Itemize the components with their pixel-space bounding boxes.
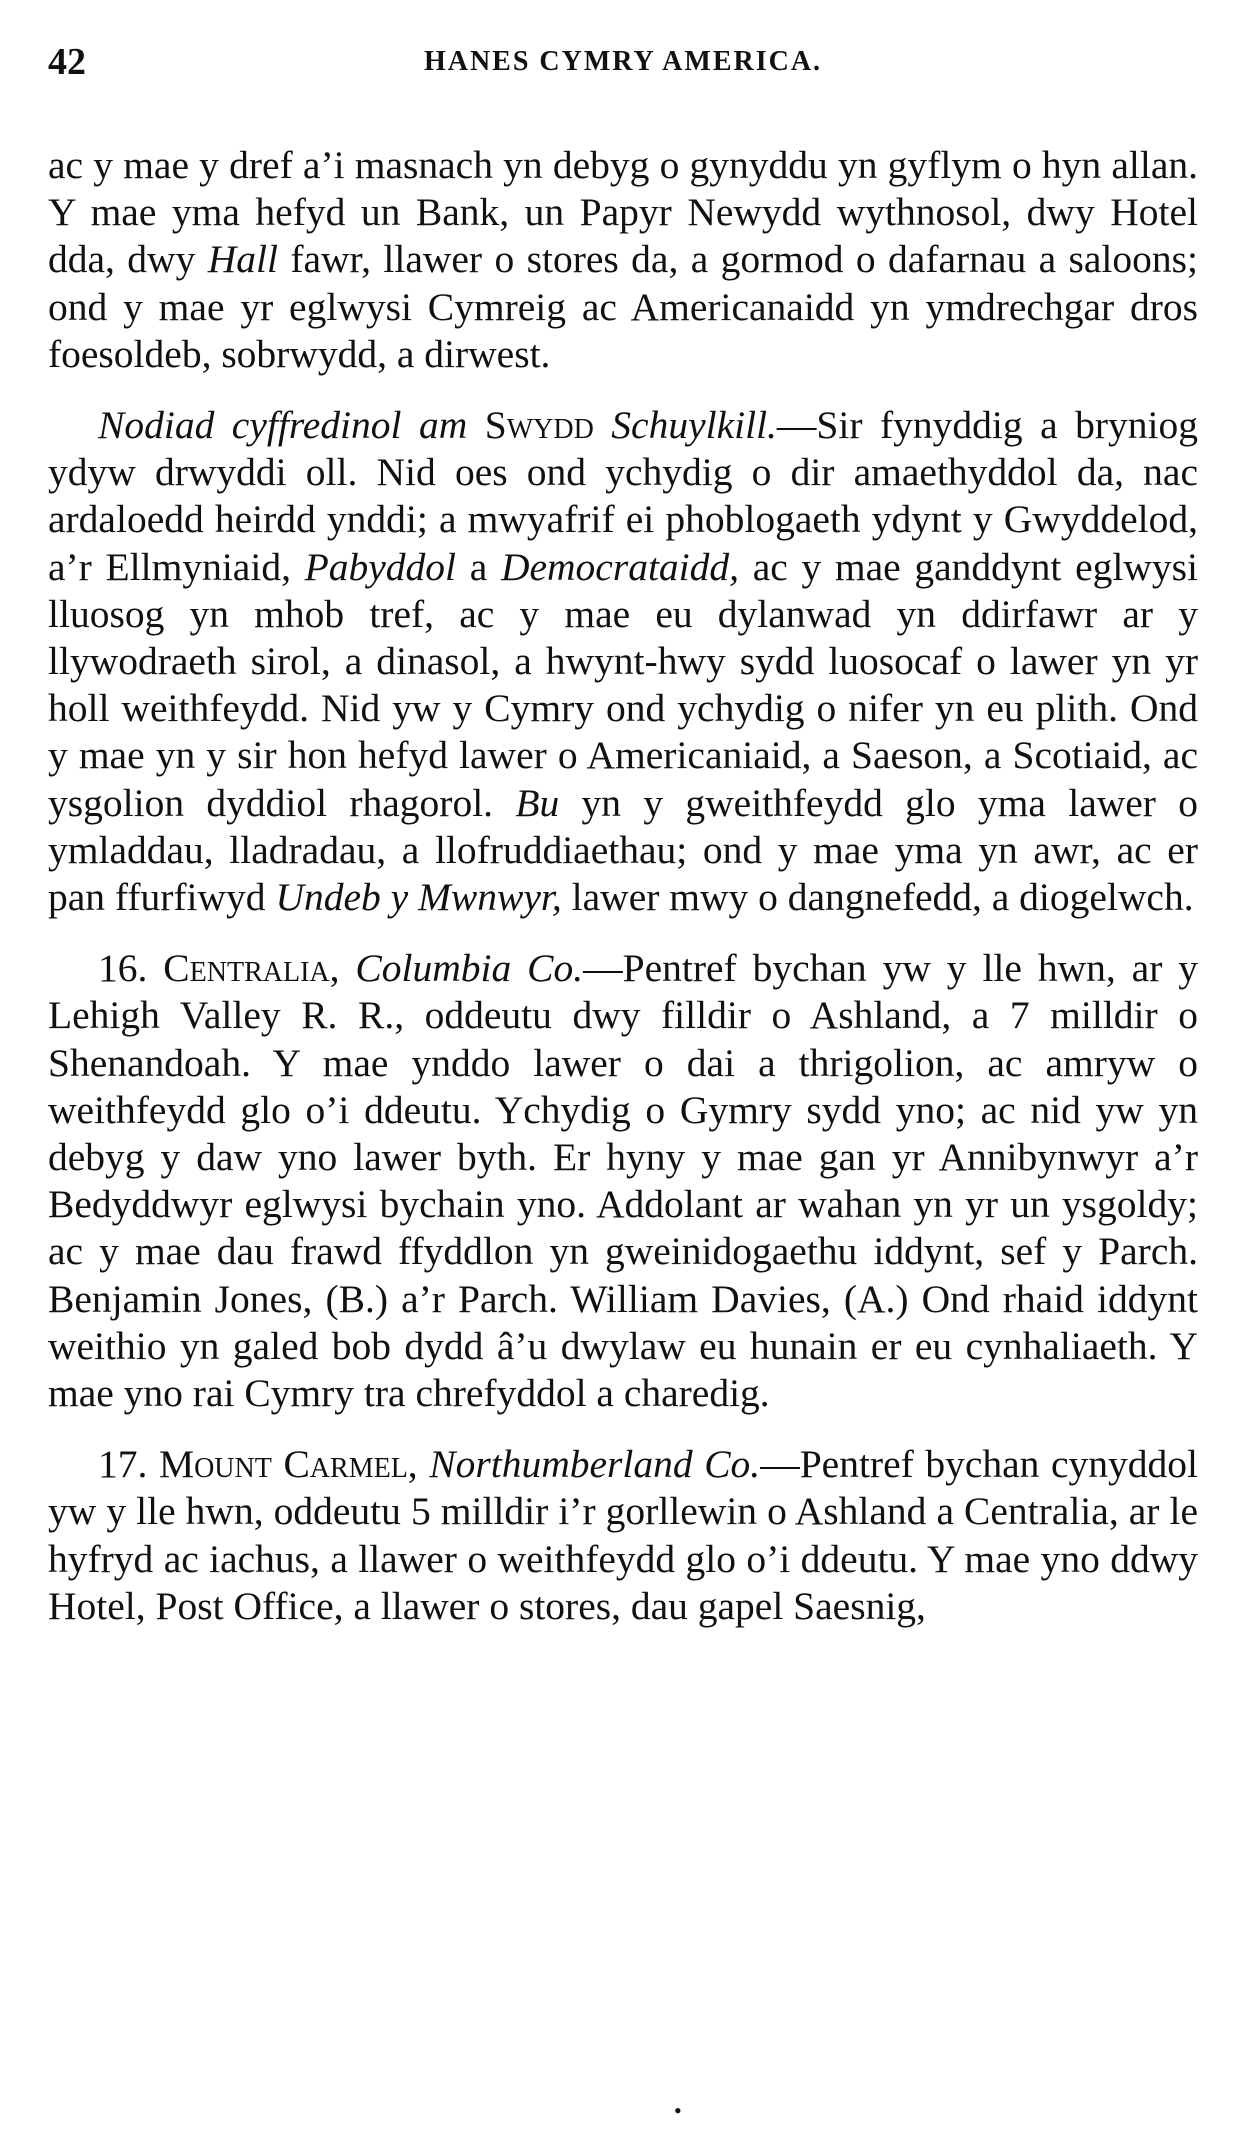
p2-text-4: yn y gweithfeydd glo yma lawer o ymladdau, lladradau, a llofruddiaethau; ond y mae yma yn awr, ac er pan ffurfiwyd [48, 780, 1198, 920]
p3-number: 16. [98, 946, 148, 991]
p2-italic-place: Schuylkill. [611, 403, 777, 448]
p1-text-2: fawr, llawer o stores da, a gormod o dafarnau a saloons; ond y mae yr eglwysi Cymreig ac Americanaidd yn ymdrechgar dros foesoldeb, sobrwydd, a dirwest. [48, 237, 1198, 376]
p4-county: Northumberland Co. [429, 1442, 761, 1487]
p3-county: Columbia Co. [355, 946, 584, 991]
paragraph-1 [48, 142, 1198, 378]
body-text [48, 142, 1198, 1630]
p2-italic-bu: Bu [515, 780, 560, 825]
p4-number: 17. [98, 1442, 148, 1487]
page-number: 42 [48, 41, 86, 83]
paragraph-2 [48, 402, 1198, 921]
p2-italic-pabyddol: Pabyddol [304, 544, 457, 589]
p4-text: —Pentref bychan cynyddol yw y lle hwn, oddeutu 5 milldir i’r gorllewin o Ashland a Centralia, ar le hyfryd ac iachus, a llawer o weithfeydd glo o’i ddeutu. Y mae yno ddwy Hotel, Post Office, a llawer o stores, dau gapel Saesnig, [48, 1442, 1199, 1628]
p4-place-name: Mount Carmel, [158, 1442, 418, 1487]
p2-text-3: ac y mae ganddynt eglwysi lluosog yn mhob tref, ac y mae eu dylanwad yn ddirfawr ar y llywodraeth sirol, a dinasol, a hwynt-hwy sydd luosocaf o lawer yn yr holl weithfeydd. Nid yw y Cymry ond ychydig o nifer yn eu plith. Ond y mae yn y sir hon hefyd lawer o Americaniaid, a Saeson, a Scotiaid, ac ysgolion dyddiol rhagorol. [48, 544, 1198, 825]
p2-italic-democrataidd: Democrataidd, [500, 544, 740, 589]
footer-mark: • [674, 2098, 682, 2123]
p2-italic-undeb: Undeb y Mwnwyr, [275, 875, 562, 920]
p2-text-2: a [456, 544, 501, 589]
p1-italic-hall: Hall [207, 237, 278, 282]
p2-smallcaps-swydd: Swydd [484, 403, 594, 448]
p3-place-name: Centralia, [163, 946, 340, 991]
p2-text-5: lawer mwy o dangnefedd, a diogelwch. [561, 875, 1194, 920]
p2-italic-lead: Nodiad cyffredinol am [98, 403, 468, 448]
page-header [48, 40, 1198, 90]
running-head: HANES CYMRY AMERICA. [423, 46, 823, 77]
paragraph-3 [48, 945, 1198, 1417]
p1-text: ac y mae y dref a’i masnach yn debyg o gynyddu yn gyflym o hyn allan. Y mae yma hefyd un Bank, un Papyr Newydd wythnosol, dwy Hotel dda, dwy [48, 143, 1198, 282]
paragraph-4 [48, 1441, 1198, 1630]
p2-text-1: —Sir fynyddig a bryniog ydyw drwyddi oll. Nid oes ond ychydig o dir amaethyddol da, nac ardaloedd heirdd ynddi; a mwyafrif ei phoblogaeth ydynt y Gwyddelod, a’r Ellmyniaid, [48, 403, 1199, 589]
p3-text: —Pentref bychan yw y lle hwn, ar y Lehigh Valley R. R., oddeutu dwy filldir o Ashland, a 7 milldir o Shenandoah. Y mae ynddo lawer o dai a thrigolion, ac amryw o weithfeydd glo o’i ddeutu. Ychydig o Gymry sydd yno; ac nid yw yn debyg y daw yno lawer byth. Er hyny y mae gan yr Annibynwyr a’r Bedyddwyr eglwysi bychain yno. Addolant ar wahan yn yr un ysgoldy; ac y mae dau frawd ffyddlon yn gweinidogaethu iddynt, sef y Parch. Benjamin Jones, (B.) a’r Parch. William Davies, (A.) Ond rhaid iddynt weithio yn galed bob dydd â’u dwylaw eu hunain er eu cynhaliaeth. Y mae yno rai Cymry tra chrefyddol a charedig. [48, 946, 1199, 1416]
